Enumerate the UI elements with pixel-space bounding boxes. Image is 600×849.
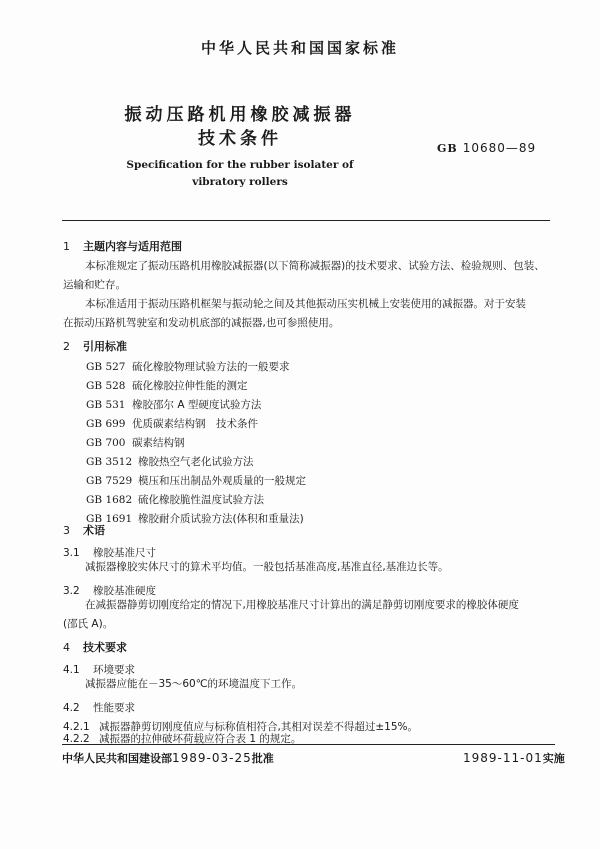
section-3-heading: [63, 522, 105, 538]
reference-code: GB 7529: [86, 475, 133, 487]
term-3-1-text: 减振器橡胶实体尺寸的算术平均值。一般包括基准高度,基准直径,基准边长等。: [85, 561, 449, 573]
clause-number: 3.1: [63, 547, 80, 559]
reference-item: [86, 433, 185, 453]
reference-item: [86, 395, 261, 415]
footer-divider: [62, 744, 555, 745]
reference-item: [86, 452, 254, 472]
reference-name: 硫化橡胶拉伸性能的测定: [132, 380, 248, 392]
effective-date: 1989-11-01: [463, 751, 543, 765]
section-2-heading: [63, 338, 127, 354]
reference-code: GB 3512: [86, 456, 133, 468]
effective-label: 实施: [542, 752, 565, 765]
section-number: 2: [63, 340, 70, 353]
reference-name: 碳素结构钢: [132, 437, 185, 449]
reference-name: 优质碳素结构钢 技术条件: [132, 418, 258, 430]
clause-number: 4.2.2: [63, 733, 90, 745]
reference-item: [86, 471, 306, 491]
reference-code: GB 527: [86, 361, 126, 373]
title-line-1: 振动压路机用橡胶减振器: [124, 105, 356, 125]
title-line-2: 技术条件: [198, 129, 282, 149]
reference-name: 橡胶热空气老化试验方法: [138, 456, 254, 468]
clause-title: 橡胶基准硬度: [93, 585, 156, 597]
approval-info: [62, 750, 274, 766]
clause-title: 性能要求: [93, 702, 135, 714]
s1-paragraph-1-line-2: 运输和贮存。: [63, 279, 126, 291]
english-title-line-2: vibratory rollers: [192, 176, 288, 188]
english-title: [0, 157, 480, 191]
term-3-2-text-line-2: (邵氏 A)。: [63, 618, 114, 630]
standard-type-heading: 中华人民共和国国家标准: [200, 39, 399, 57]
clause-title: 环境要求: [93, 664, 135, 676]
issuer: 中华人民共和国建设部: [62, 752, 172, 765]
section-1-heading: [63, 238, 182, 254]
clause-title: 橡胶基准尺寸: [93, 547, 156, 559]
clause-number: 3.2: [63, 585, 80, 597]
clause-number: 4.2: [63, 702, 80, 714]
reference-code: GB 528: [86, 380, 126, 392]
clause-text: 减振器的拉伸破坏荷载应符合表 1 的规定。: [99, 733, 302, 745]
reference-name: 模压和压出制品外观质量的一般规定: [138, 475, 306, 487]
term-3-2-text-line-1: 在减振器静剪切刚度给定的情况下,用橡胶基准尺寸计算出的满足静剪切刚度要求的橡胶体硬度: [85, 599, 519, 611]
section-title: 引用标准: [83, 340, 127, 353]
standard-code: [437, 141, 536, 155]
reference-code: GB 699: [86, 418, 126, 430]
section-number: 1: [63, 240, 70, 253]
approval-label: 批准: [251, 752, 274, 765]
standard-code-prefix: GB: [437, 142, 458, 155]
clause-4-2-heading: [63, 700, 135, 715]
reference-item: [86, 376, 248, 396]
reference-name: 橡胶邵尔 A 型硬度试验方法: [132, 399, 262, 411]
clause-text: 减振器静剪切刚度值应与标称值相符合,其相对误差不得超过±15%。: [99, 721, 418, 733]
document-title: [0, 103, 480, 151]
reference-name: 硫化橡胶物理试验方法的一般要求: [132, 361, 290, 373]
reference-code: GB 531: [86, 399, 126, 411]
reference-item: [86, 490, 264, 510]
s1-paragraph-1-line-1: 本标准规定了振动压路机用橡胶减振器(以下简称减振器)的技术要求、试验方法、检验规则、包装、: [85, 260, 545, 272]
clause-4-1-text: 减振器应能在－35～60℃的环境温度下工作。: [85, 678, 303, 690]
reference-code: GB 1691: [86, 513, 133, 525]
english-title-line-1: Specification for the rubber isolater of: [126, 159, 354, 171]
reference-code: GB 1682: [86, 494, 133, 506]
s1-paragraph-2-line-1: 本标准适用于振动压路机框架与振动轮之间及其他振动压实机械上安装使用的减振器。对于安装: [85, 298, 526, 310]
reference-item: [86, 414, 258, 434]
reference-code: GB 700: [86, 437, 126, 449]
reference-name: 硫化橡胶脆性温度试验方法: [138, 494, 264, 506]
section-title: 术语: [83, 524, 105, 537]
standard-code-number: 10680—89: [462, 141, 537, 155]
clause-number: 4.2.1: [63, 721, 90, 733]
effective-info: [463, 750, 565, 766]
reference-name: 橡胶耐介质试验方法(体积和重量法): [138, 513, 304, 525]
section-4-heading: [63, 639, 127, 655]
header-divider: [62, 220, 550, 221]
s1-paragraph-2-line-2: 在振动压路机驾驶室和发动机底部的减振器,也可参照使用。: [63, 317, 340, 329]
reference-item: [86, 357, 290, 377]
approval-date: 1989-03-25: [172, 751, 252, 765]
section-number: 4: [63, 641, 70, 654]
section-number: 3: [63, 524, 70, 537]
section-title: 主题内容与适用范围: [83, 240, 182, 253]
section-title: 技术要求: [83, 641, 127, 654]
reference-item: [86, 509, 304, 529]
clause-number: 4.1: [63, 664, 80, 676]
